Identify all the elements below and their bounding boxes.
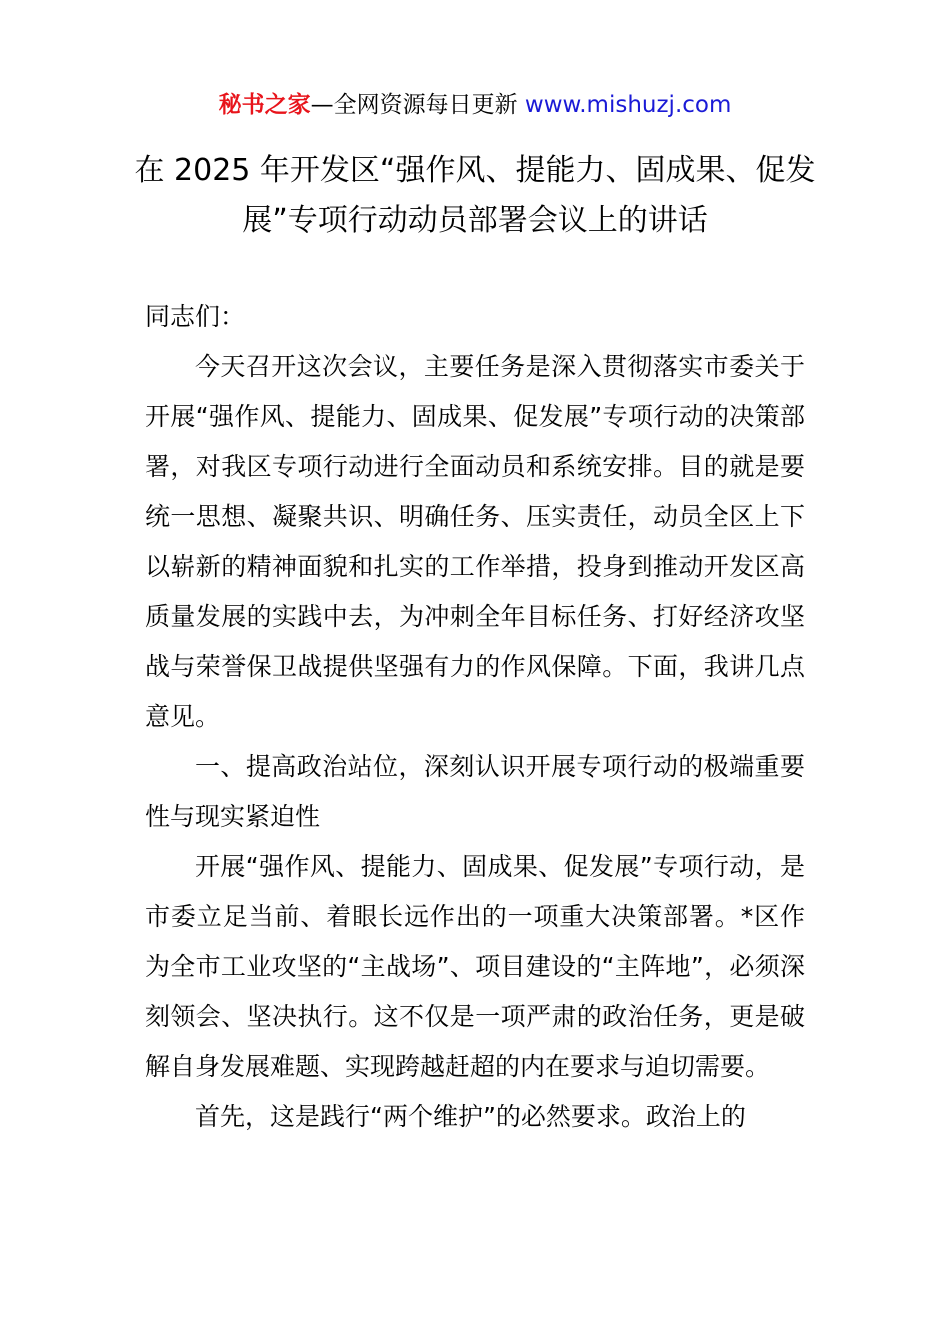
section-heading: 一、提高政治站位，深刻认识开展专项行动的极端重要性与现实紧迫性: [145, 752, 805, 831]
document-body: [145, 292, 805, 1142]
document-title: 在 2025 年开发区“强作风、提能力、固成果、促发展”专项行动动员部署会议上的讲话: [134, 153, 816, 238]
paragraph: 首先，这是践行“两个维护”的必然要求。政治上的: [195, 1102, 746, 1131]
site-url-link[interactable]: www.mishuzj.com: [524, 92, 732, 118]
header-tagline: —全网资源每日更新: [310, 92, 525, 118]
paragraph: 开展“强作风、提能力、固成果、促发展”专项行动，是市委立足当前、着眼长远作出的一项重大决策部署。*区作为全市工业攻坚的“主战场”、项目建设的“主阵地”，必须深刻领会、坚决执行。这不仅是一项严肃的政治任务，更是破解自身发展难题、实现跨越赶超的内在要求与迫切需要。: [145, 852, 805, 1081]
brand-name: 秘书之家: [218, 92, 311, 118]
site-header: [0, 88, 950, 122]
paragraph: 今天召开这次会议，主要任务是深入贯彻落实市委关于开展“强作风、提能力、固成果、促发展”专项行动的决策部署，对我区专项行动进行全面动员和系统安排。目的就是要统一思想、凝聚共识、明确任务、压实责任，动员全区上下以崭新的精神面貌和扎实的工作举措，投身到推动开发区高质量发展的实践中去，为冲刺全年目标任务、打好经济攻坚战与荣誉保卫战提供坚强有力的作风保障。下面，我讲几点意见。: [145, 352, 805, 731]
salutation: 同志们：: [145, 302, 246, 331]
